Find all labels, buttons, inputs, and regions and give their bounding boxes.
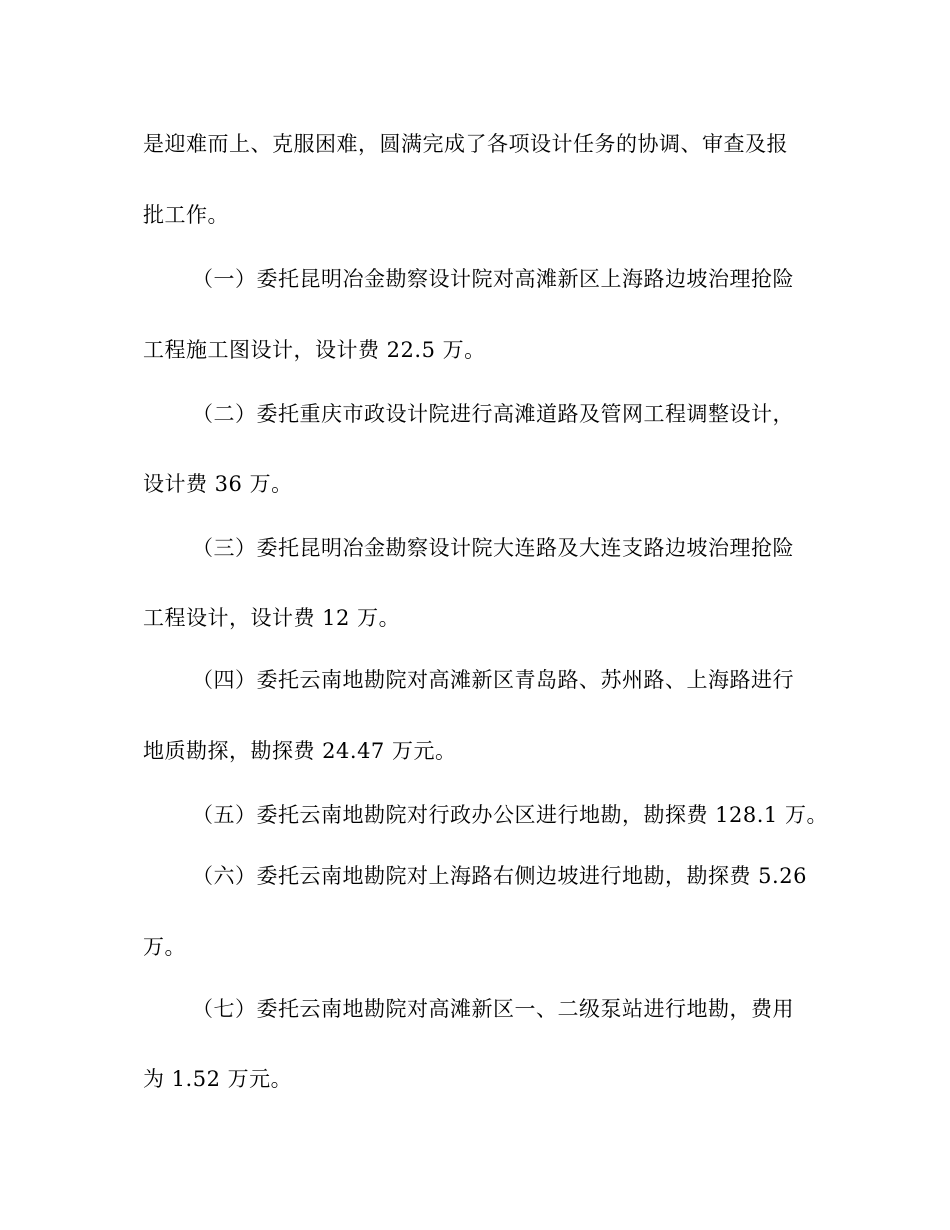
- text-line: 为 1.52 万元。: [143, 1067, 293, 1091]
- text-line: 地质勘探，勘探费 24.47 万元。: [143, 739, 457, 763]
- text-line: （五）委托云南地勘院对行政办公区进行地勘，勘探费 128.1 万。: [192, 803, 828, 827]
- text-line: （一）委托昆明冶金勘察设计院对高滩新区上海路边坡治理抢险: [192, 267, 794, 291]
- text-line: （三）委托昆明冶金勘察设计院大连路及大连支路边坡治理抢险: [192, 536, 794, 560]
- text-line: 批工作。: [143, 203, 229, 227]
- text-line: （四）委托云南地勘院对高滩新区青岛路、苏州路、上海路进行: [192, 668, 794, 692]
- text-line: 工程施工图设计，设计费 22.5 万。: [143, 338, 486, 362]
- text-line: 工程设计，设计费 12 万。: [143, 606, 401, 630]
- text-line: 是迎难而上、克服困难，圆满完成了各项设计任务的协调、审查及报: [143, 132, 788, 156]
- text-line: （七）委托云南地勘院对高滩新区一、二级泵站进行地勘，费用: [192, 997, 794, 1021]
- text-line: （六）委托云南地勘院对上海路右侧边坡进行地勘，勘探费 5.26: [192, 864, 807, 888]
- text-line: 万。: [143, 935, 186, 959]
- text-line: （二）委托重庆市政设计院进行高滩道路及管网工程调整设计，: [192, 402, 794, 426]
- text-line: 设计费 36 万。: [143, 472, 293, 496]
